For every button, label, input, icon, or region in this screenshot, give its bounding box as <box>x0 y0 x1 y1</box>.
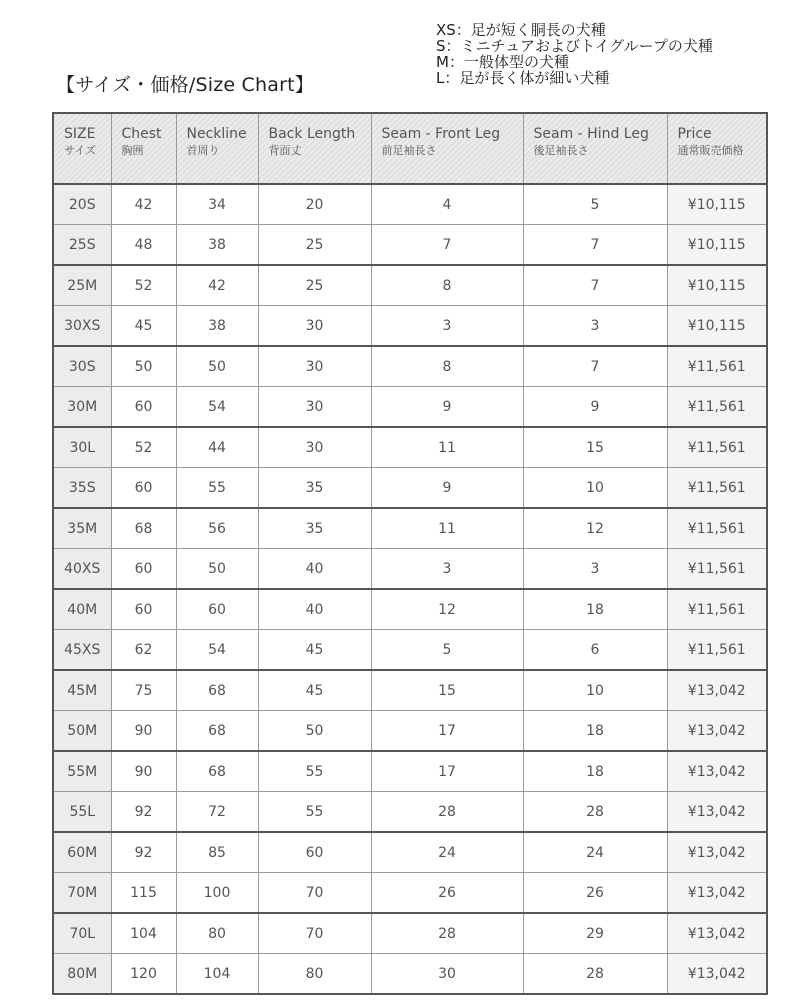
cell-neckline: 34 <box>176 184 258 225</box>
cell-seam-front-leg: 5 <box>371 630 523 671</box>
cell-size: 70L <box>53 913 111 954</box>
cell-neckline: 85 <box>176 832 258 873</box>
cell-size: 45XS <box>53 630 111 671</box>
cell-seam-hind-leg: 26 <box>523 873 667 914</box>
cell-price: ¥13,042 <box>667 954 767 995</box>
cell-back-length: 25 <box>258 265 371 306</box>
cell-back-length: 55 <box>258 751 371 792</box>
table-row <box>53 265 767 306</box>
cell-seam-front-leg: 8 <box>371 265 523 306</box>
cell-seam-hind-leg: 12 <box>523 508 667 549</box>
cell-price: ¥11,561 <box>667 508 767 549</box>
cell-seam-front-leg: 15 <box>371 670 523 711</box>
cell-neckline: 54 <box>176 630 258 671</box>
cell-seam-hind-leg: 7 <box>523 225 667 266</box>
cell-back-length: 30 <box>258 346 371 387</box>
cell-size: 35S <box>53 468 111 509</box>
page-title: 【サイズ・価格/Size Chart】 <box>56 74 314 96</box>
header-size: SIZE サイズ <box>53 113 111 184</box>
table-row <box>53 913 767 954</box>
table-header-row <box>53 113 767 184</box>
cell-chest: 48 <box>111 225 176 266</box>
cell-chest: 104 <box>111 913 176 954</box>
cell-seam-hind-leg: 18 <box>523 711 667 752</box>
cell-price: ¥10,115 <box>667 306 767 347</box>
cell-size: 30L <box>53 427 111 468</box>
cell-price: ¥10,115 <box>667 184 767 225</box>
cell-price: ¥13,042 <box>667 670 767 711</box>
cell-size: 20S <box>53 184 111 225</box>
legend-m: M：一般体型の犬種 <box>436 53 569 71</box>
cell-neckline: 68 <box>176 670 258 711</box>
cell-price: ¥13,042 <box>667 913 767 954</box>
cell-seam-front-leg: 17 <box>371 711 523 752</box>
cell-neckline: 60 <box>176 589 258 630</box>
cell-size: 25M <box>53 265 111 306</box>
cell-seam-front-leg: 3 <box>371 549 523 590</box>
cell-chest: 75 <box>111 670 176 711</box>
cell-neckline: 80 <box>176 913 258 954</box>
legend-s: S：ミニチュアおよびトイグループの犬種 <box>436 37 713 55</box>
cell-chest: 120 <box>111 954 176 995</box>
cell-back-length: 40 <box>258 549 371 590</box>
cell-price: ¥13,042 <box>667 832 767 873</box>
header-seam-hind-leg: Seam - Hind Leg 後足袖長さ <box>523 113 667 184</box>
table-row <box>53 184 767 225</box>
cell-neckline: 44 <box>176 427 258 468</box>
cell-size: 35M <box>53 508 111 549</box>
cell-chest: 52 <box>111 265 176 306</box>
cell-size: 40XS <box>53 549 111 590</box>
cell-seam-hind-leg: 5 <box>523 184 667 225</box>
header-back-length: Back Length 背面丈 <box>258 113 371 184</box>
cell-neckline: 104 <box>176 954 258 995</box>
cell-chest: 50 <box>111 346 176 387</box>
table-row <box>53 589 767 630</box>
cell-price: ¥11,561 <box>667 549 767 590</box>
cell-chest: 92 <box>111 832 176 873</box>
cell-back-length: 45 <box>258 670 371 711</box>
cell-back-length: 20 <box>258 184 371 225</box>
cell-back-length: 30 <box>258 306 371 347</box>
cell-back-length: 25 <box>258 225 371 266</box>
cell-neckline: 42 <box>176 265 258 306</box>
cell-price: ¥13,042 <box>667 711 767 752</box>
cell-size: 70M <box>53 873 111 914</box>
cell-neckline: 38 <box>176 225 258 266</box>
cell-size: 30S <box>53 346 111 387</box>
cell-chest: 42 <box>111 184 176 225</box>
cell-seam-hind-leg: 28 <box>523 792 667 833</box>
cell-size: 60M <box>53 832 111 873</box>
cell-chest: 68 <box>111 508 176 549</box>
cell-chest: 115 <box>111 873 176 914</box>
size-legend <box>436 22 713 86</box>
cell-seam-front-leg: 26 <box>371 873 523 914</box>
cell-seam-front-leg: 11 <box>371 427 523 468</box>
cell-price: ¥11,561 <box>667 387 767 428</box>
cell-back-length: 55 <box>258 792 371 833</box>
cell-seam-hind-leg: 3 <box>523 549 667 590</box>
table-row <box>53 427 767 468</box>
table-row <box>53 873 767 914</box>
cell-price: ¥13,042 <box>667 751 767 792</box>
cell-neckline: 50 <box>176 549 258 590</box>
size-chart-table <box>52 112 768 995</box>
cell-seam-front-leg: 9 <box>371 387 523 428</box>
cell-seam-front-leg: 28 <box>371 913 523 954</box>
cell-seam-front-leg: 17 <box>371 751 523 792</box>
cell-size: 30XS <box>53 306 111 347</box>
cell-neckline: 100 <box>176 873 258 914</box>
cell-price: ¥11,561 <box>667 630 767 671</box>
cell-neckline: 50 <box>176 346 258 387</box>
cell-seam-hind-leg: 10 <box>523 670 667 711</box>
cell-price: ¥13,042 <box>667 873 767 914</box>
cell-neckline: 55 <box>176 468 258 509</box>
legend-xs: XS：足が短く胴長の犬種 <box>436 21 606 39</box>
cell-seam-hind-leg: 28 <box>523 954 667 995</box>
table-row <box>53 468 767 509</box>
cell-size: 55M <box>53 751 111 792</box>
cell-neckline: 54 <box>176 387 258 428</box>
cell-seam-front-leg: 9 <box>371 468 523 509</box>
cell-seam-front-leg: 28 <box>371 792 523 833</box>
cell-price: ¥10,115 <box>667 265 767 306</box>
cell-back-length: 45 <box>258 630 371 671</box>
cell-seam-hind-leg: 7 <box>523 346 667 387</box>
cell-chest: 45 <box>111 306 176 347</box>
cell-back-length: 70 <box>258 913 371 954</box>
table-row <box>53 832 767 873</box>
cell-seam-hind-leg: 10 <box>523 468 667 509</box>
cell-seam-front-leg: 12 <box>371 589 523 630</box>
cell-back-length: 35 <box>258 508 371 549</box>
cell-seam-hind-leg: 24 <box>523 832 667 873</box>
cell-chest: 92 <box>111 792 176 833</box>
cell-neckline: 56 <box>176 508 258 549</box>
cell-neckline: 38 <box>176 306 258 347</box>
table-row <box>53 549 767 590</box>
cell-chest: 90 <box>111 711 176 752</box>
cell-back-length: 70 <box>258 873 371 914</box>
cell-back-length: 35 <box>258 468 371 509</box>
table-row <box>53 792 767 833</box>
cell-seam-hind-leg: 15 <box>523 427 667 468</box>
legend-l: L：足が長く体が細い犬種 <box>436 69 610 87</box>
table-row <box>53 711 767 752</box>
cell-price: ¥13,042 <box>667 792 767 833</box>
cell-size: 25S <box>53 225 111 266</box>
cell-seam-front-leg: 4 <box>371 184 523 225</box>
cell-price: ¥11,561 <box>667 346 767 387</box>
cell-seam-front-leg: 30 <box>371 954 523 995</box>
cell-seam-hind-leg: 29 <box>523 913 667 954</box>
table-row <box>53 346 767 387</box>
cell-price: ¥11,561 <box>667 427 767 468</box>
cell-size: 50M <box>53 711 111 752</box>
cell-back-length: 80 <box>258 954 371 995</box>
cell-seam-front-leg: 11 <box>371 508 523 549</box>
cell-seam-hind-leg: 3 <box>523 306 667 347</box>
table-body <box>53 184 767 994</box>
header-seam-front-leg: Seam - Front Leg 前足袖長さ <box>371 113 523 184</box>
cell-back-length: 40 <box>258 589 371 630</box>
cell-back-length: 50 <box>258 711 371 752</box>
cell-chest: 52 <box>111 427 176 468</box>
cell-seam-front-leg: 24 <box>371 832 523 873</box>
cell-chest: 60 <box>111 589 176 630</box>
table-row <box>53 508 767 549</box>
cell-size: 45M <box>53 670 111 711</box>
cell-seam-hind-leg: 18 <box>523 589 667 630</box>
cell-size: 30M <box>53 387 111 428</box>
cell-seam-front-leg: 7 <box>371 225 523 266</box>
cell-price: ¥10,115 <box>667 225 767 266</box>
cell-size: 55L <box>53 792 111 833</box>
cell-neckline: 68 <box>176 751 258 792</box>
table-row <box>53 954 767 995</box>
table-row <box>53 387 767 428</box>
cell-chest: 60 <box>111 468 176 509</box>
table-row <box>53 225 767 266</box>
cell-seam-hind-leg: 9 <box>523 387 667 428</box>
table-row <box>53 306 767 347</box>
cell-neckline: 68 <box>176 711 258 752</box>
cell-chest: 60 <box>111 549 176 590</box>
header-chest: Chest 胸囲 <box>111 113 176 184</box>
cell-seam-hind-leg: 7 <box>523 265 667 306</box>
cell-back-length: 60 <box>258 832 371 873</box>
cell-price: ¥11,561 <box>667 468 767 509</box>
cell-size: 40M <box>53 589 111 630</box>
cell-chest: 90 <box>111 751 176 792</box>
cell-neckline: 72 <box>176 792 258 833</box>
cell-price: ¥11,561 <box>667 589 767 630</box>
cell-chest: 62 <box>111 630 176 671</box>
table-row <box>53 670 767 711</box>
cell-seam-front-leg: 3 <box>371 306 523 347</box>
cell-chest: 60 <box>111 387 176 428</box>
header-price: Price 通常販売価格 <box>667 113 767 184</box>
header-neckline: Neckline 首周り <box>176 113 258 184</box>
cell-back-length: 30 <box>258 427 371 468</box>
table-row <box>53 751 767 792</box>
cell-seam-hind-leg: 6 <box>523 630 667 671</box>
cell-seam-front-leg: 8 <box>371 346 523 387</box>
cell-seam-hind-leg: 18 <box>523 751 667 792</box>
cell-size: 80M <box>53 954 111 995</box>
cell-back-length: 30 <box>258 387 371 428</box>
table-row <box>53 630 767 671</box>
